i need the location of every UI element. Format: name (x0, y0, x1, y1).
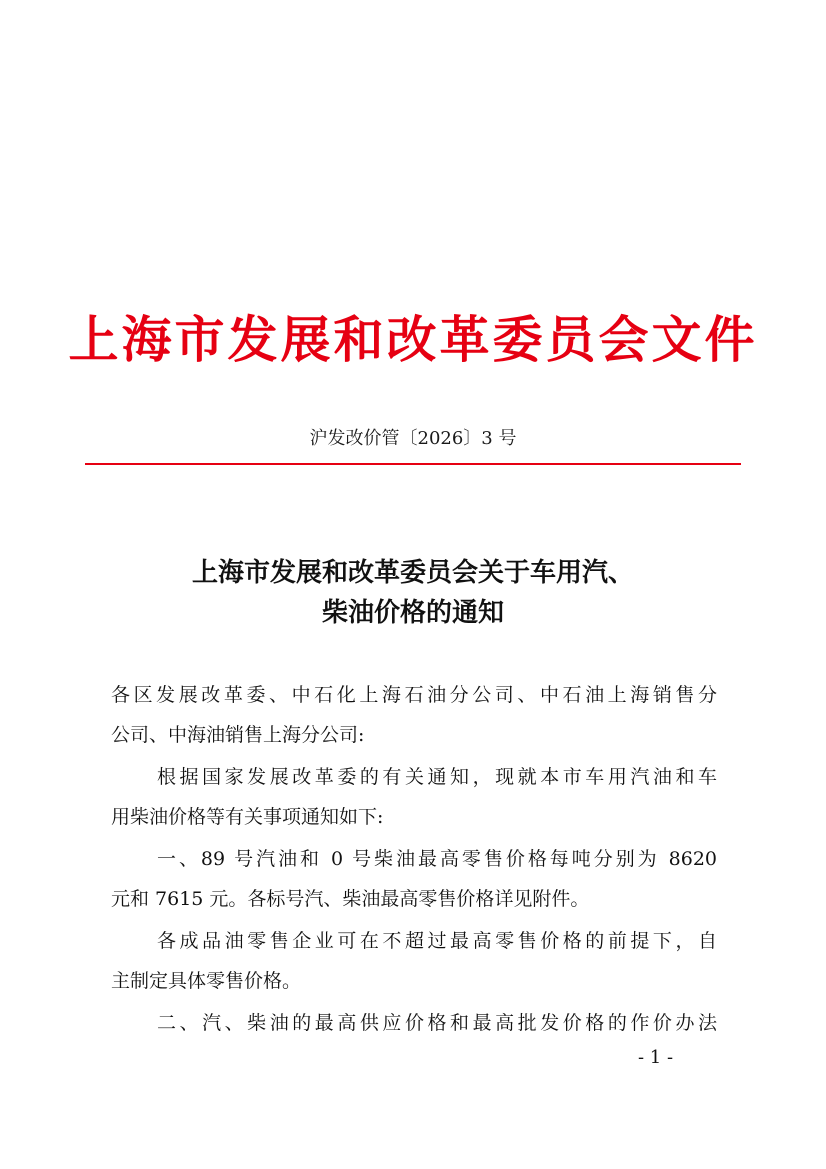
masthead-title: 上海市发展和改革委员会文件 (68, 310, 758, 369)
body-line: 一、89 号汽油和 0 号柴油最高零售价格每吨分别为 8620 (157, 848, 717, 870)
body-line: 用柴油价格等有关事项通知如下: (111, 806, 384, 828)
body-line: 公司、中海油销售上海分公司: (111, 724, 365, 746)
notice-title-line-1: 上海市发展和改革委员会关于车用汽、 (191, 558, 634, 588)
document-number: 沪发改价管〔2026〕3 号 (309, 428, 517, 449)
body-line: 元和 7615 元。各标号汽、柴油最高零售价格详见附件。 (111, 888, 590, 910)
notice-title-line-2: 柴油价格的通知 (321, 598, 504, 628)
body-line: 各区发展改革委、中石化上海石油分公司、中石油上海销售分 (111, 684, 717, 706)
body-line: 主制定具体零售价格。 (111, 970, 302, 992)
body-line: 根据国家发展改革委的有关通知，现就本市车用汽油和车 (157, 766, 717, 788)
page-number: - 1 - (638, 1047, 674, 1068)
red-divider-line (85, 463, 741, 465)
body-line: 二、汽、柴油的最高供应价格和最高批发价格的作价办法 (157, 1012, 717, 1034)
body-line: 各成品油零售企业可在不超过最高零售价格的前提下，自 (157, 930, 717, 952)
